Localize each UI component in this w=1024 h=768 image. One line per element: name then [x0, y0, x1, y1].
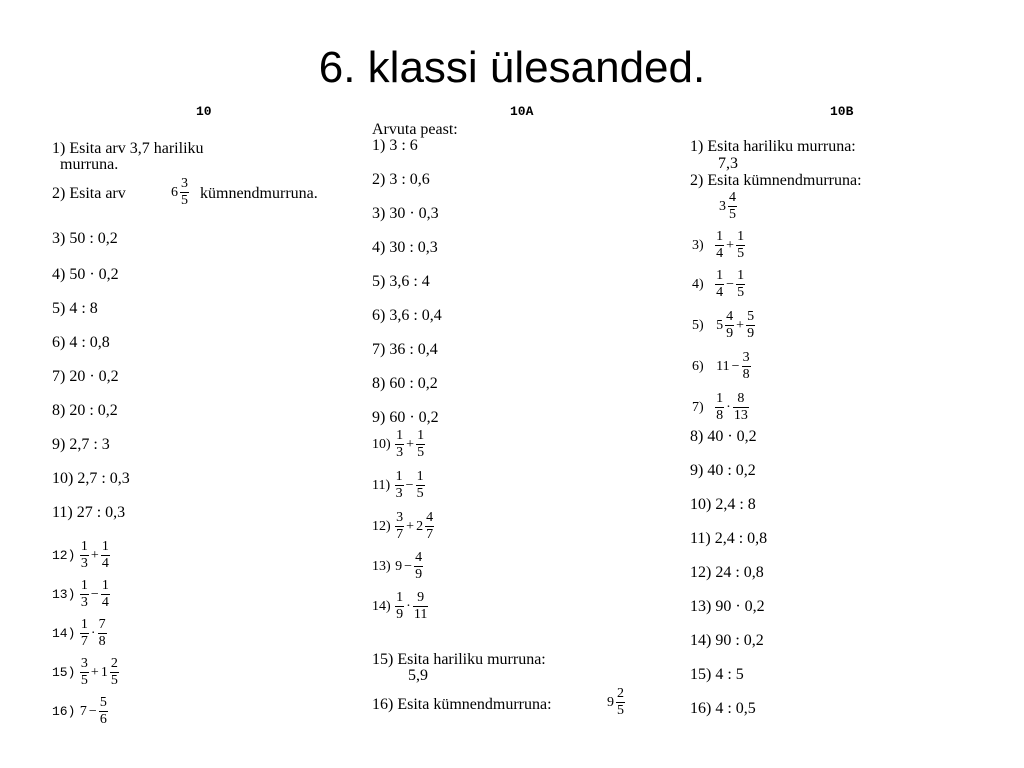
- task-10a-14: 14) $\frac{1}{9}$ · $\frac{9}{11}$: [372, 590, 428, 622]
- task-10-12: 12) $\frac{1}{3}$ + $\frac{1}{4}$: [52, 539, 109, 571]
- task-10-9: 9) 2,7 : 3: [52, 436, 110, 453]
- task-10a-4: 4) 30 : 0,3: [372, 239, 438, 256]
- task-10b-10: 10) 2,4 : 8: [690, 496, 756, 513]
- page-title: 6. klassi ülesanded.: [318, 43, 706, 92]
- task-10a-6: 6) 3,6 : 0,4: [372, 307, 442, 324]
- task-10a-11: 11) $\frac{1}{3}$ − $\frac{1}{5}$: [372, 469, 424, 501]
- task-10b-5: 5) 5 $\frac{4}{9}$ + $\frac{5}{9}$: [692, 309, 755, 341]
- task-10a-15-cont: 5,9: [408, 667, 428, 684]
- task-10-10: 10) 2,7 : 0,3: [52, 470, 130, 487]
- task-10b-4: 4) $\frac{1}{4}$ − $\frac{1}{5}$: [692, 268, 745, 300]
- task-10-1-cont: murruna.: [60, 156, 119, 173]
- task-10b-15: 15) 4 : 5: [690, 666, 744, 683]
- column-heading-10a: 10A: [510, 104, 534, 119]
- column-heading-10b: 10B: [830, 104, 854, 119]
- task-10a-3: 3) 30 · 0,3: [372, 205, 439, 222]
- task-10a-7: 7) 36 : 0,4: [372, 341, 438, 358]
- task-10a-9: 9) 60 · 0,2: [372, 409, 439, 426]
- task-10a-intro: Arvuta peast:: [372, 121, 458, 138]
- task-10b-16: 16) 4 : 0,5: [690, 700, 756, 717]
- task-10-3: 3) 50 : 0,2: [52, 230, 118, 247]
- task-10a-10: 10) $\frac{1}{3}$ + $\frac{1}{5}$: [372, 428, 425, 460]
- mixed-number-10b-2: 3 $\frac{4}{5}$: [719, 190, 736, 222]
- task-10b-7: 7) $\frac{1}{8}$ · $\frac{8}{13}$: [692, 391, 748, 423]
- task-10a-1: 1) 3 : 6: [372, 137, 418, 154]
- task-10-13: 13) $\frac{1}{3}$ − $\frac{1}{4}$: [52, 578, 109, 610]
- task-10-2-cont: kümnendmurruna.: [200, 185, 318, 202]
- task-10-6: 6) 4 : 0,8: [52, 334, 110, 351]
- task-10b-2: 2) Esita kümnendmurruna:: [690, 172, 862, 189]
- mixed-number-10-2: 6 $\frac{3}{5}$: [171, 176, 188, 208]
- task-10b-9: 9) 40 : 0,2: [690, 462, 756, 479]
- task-10-7: 7) 20 · 0,2: [52, 368, 119, 385]
- task-10a-16: 16) Esita kümnendmurruna:: [372, 696, 552, 713]
- task-10-15: 15) $\frac{3}{5}$ + 1 $\frac{2}{5}$: [52, 656, 118, 688]
- task-10-4: 4) 50 · 0,2: [52, 266, 119, 283]
- task-10-16: 16) 7 − $\frac{5}{6}$: [52, 695, 107, 727]
- task-10-2: 2) Esita arv: [52, 185, 126, 202]
- task-10a-8: 8) 60 : 0,2: [372, 375, 438, 392]
- task-10b-1: 1) Esita hariliku murruna:: [690, 138, 856, 155]
- task-10b-1-cont: 7,3: [718, 155, 738, 172]
- column-heading-10: 10: [196, 104, 212, 119]
- task-10-5: 5) 4 : 8: [52, 300, 98, 317]
- task-10-14: 14) $\frac{1}{7}$ · $\frac{7}{8}$: [52, 617, 106, 649]
- task-10b-3: 3) $\frac{1}{4}$ + $\frac{1}{5}$: [692, 229, 745, 261]
- task-10-11: 11) 27 : 0,3: [52, 504, 126, 521]
- task-10a-15: 15) Esita hariliku murruna:: [372, 651, 546, 668]
- task-10b-12: 12) 24 : 0,8: [690, 564, 764, 581]
- task-10b-8: 8) 40 · 0,2: [690, 428, 757, 445]
- task-10-8: 8) 20 : 0,2: [52, 402, 118, 419]
- task-10a-13: 13) 9 − $\frac{4}{9}$: [372, 550, 423, 582]
- task-10b-6: 6) 11 − $\frac{3}{8}$: [692, 350, 750, 382]
- task-10b-11: 11) 2,4 : 0,8: [690, 530, 768, 547]
- task-10b-14: 14) 90 : 0,2: [690, 632, 764, 649]
- task-10-1: 1) Esita arv 3,7 hariliku: [52, 140, 204, 157]
- task-10a-2: 2) 3 : 0,6: [372, 171, 430, 188]
- mixed-number-10a-16: 9 $\frac{2}{5}$: [607, 686, 624, 718]
- task-10a-12: 12) $\frac{3}{7}$ + 2 $\frac{4}{7}$: [372, 510, 434, 542]
- task-10b-13: 13) 90 · 0,2: [690, 598, 765, 615]
- task-10a-5: 5) 3,6 : 4: [372, 273, 430, 290]
